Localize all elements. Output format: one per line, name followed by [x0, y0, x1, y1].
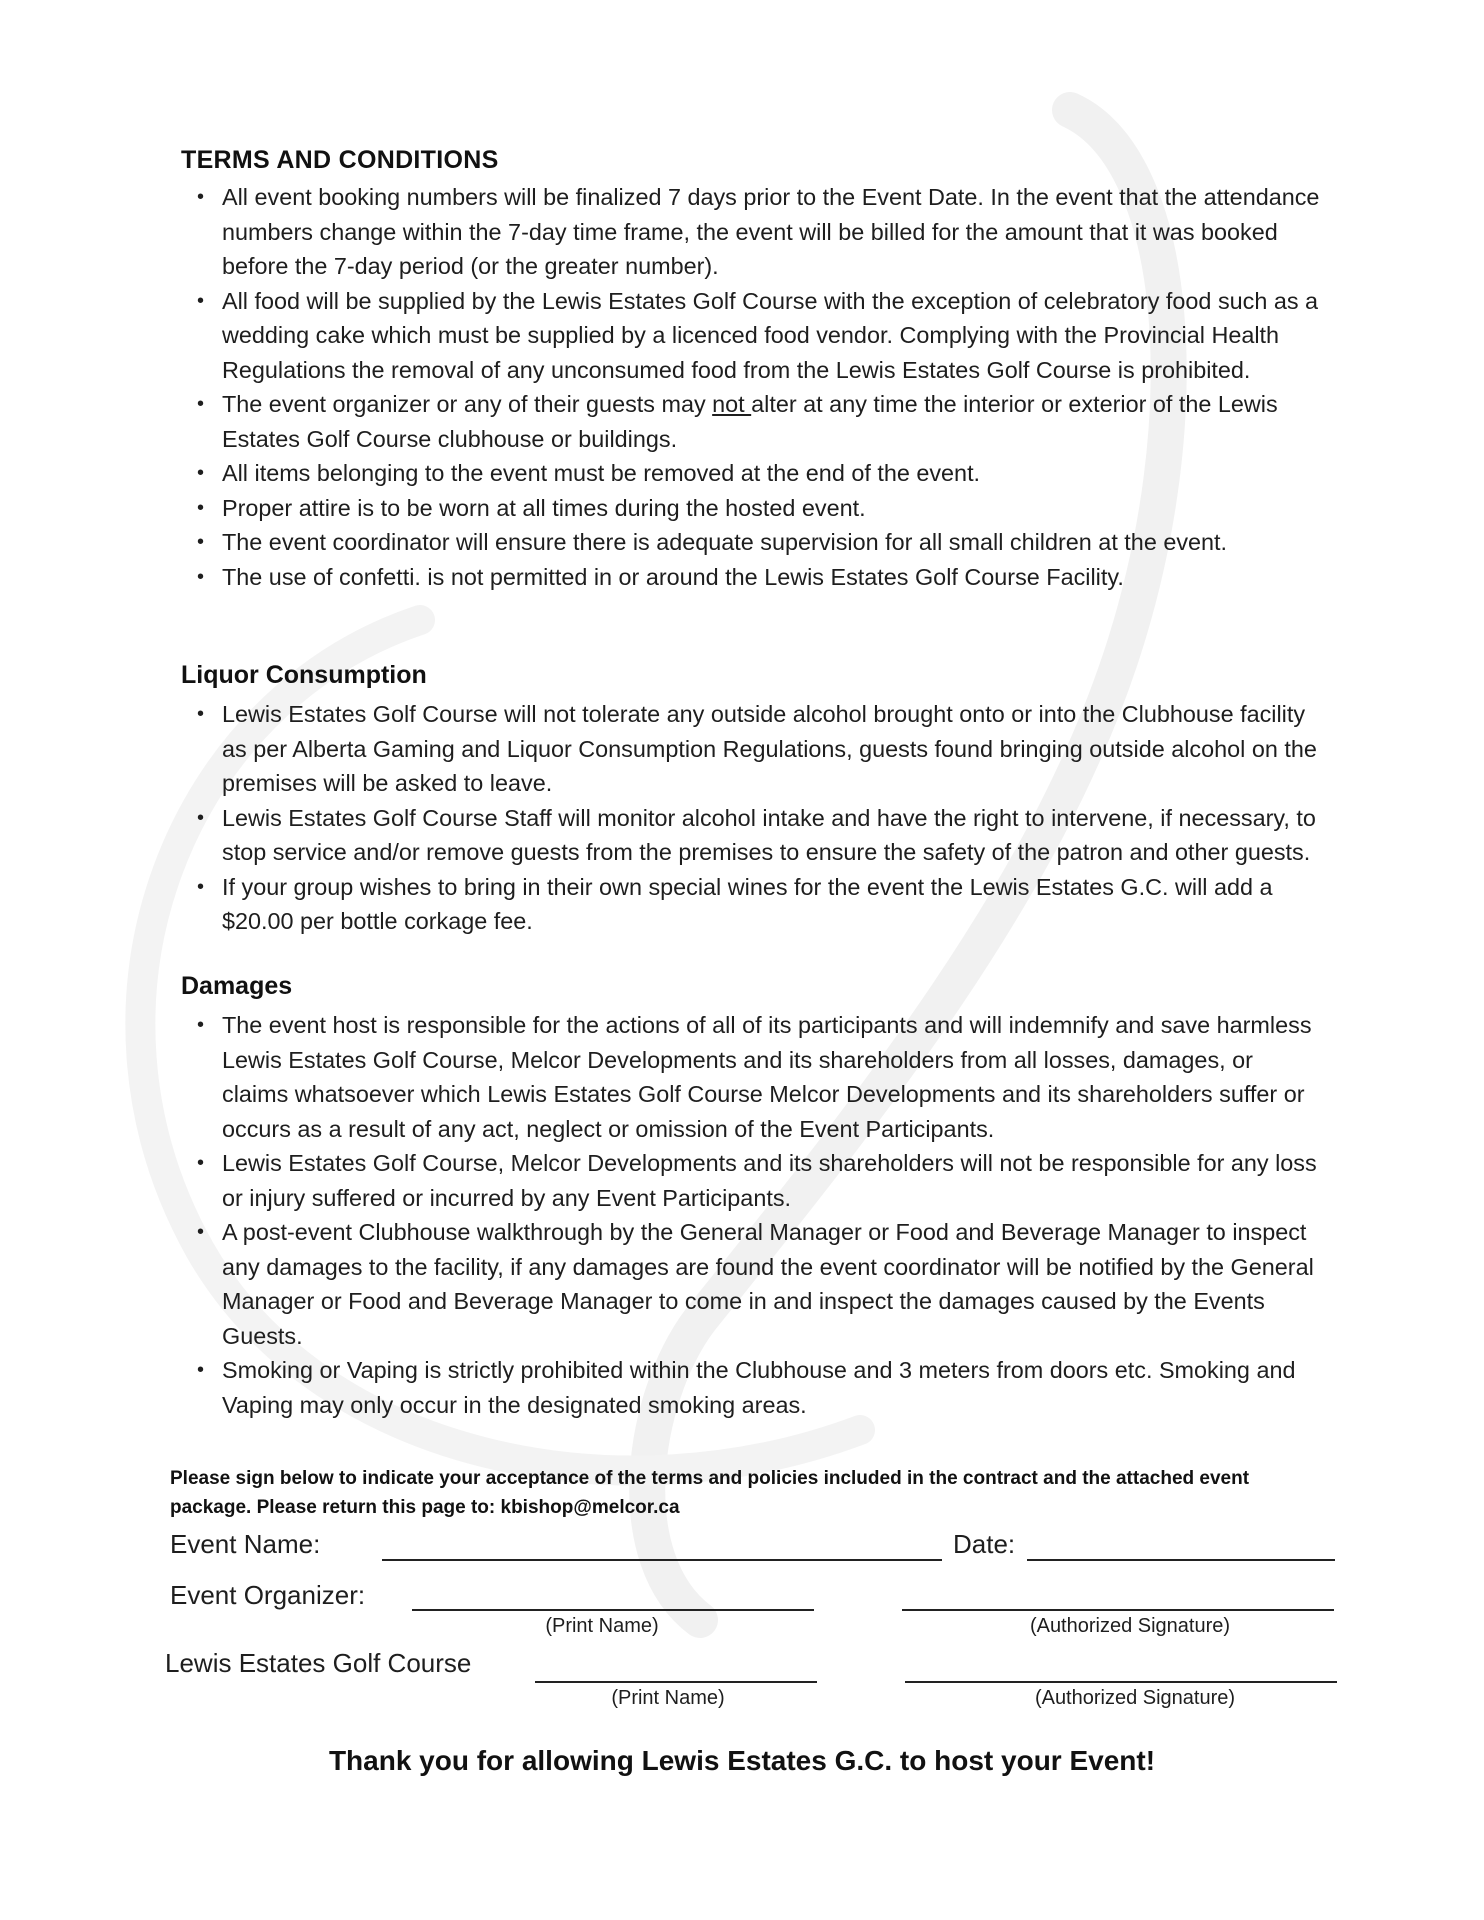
- list-item: • If your group wishes to bring in their own special wines for the event the Lewis Estates G.C. will add a $20.00 per bottle corkage fee.: [222, 870, 1322, 939]
- list-item: • All items belonging to the event must be removed at the end of the event.: [222, 456, 1322, 491]
- print-name-caption: (Print Name): [545, 1615, 659, 1637]
- item-text: alter at any time the interior or exterior of the Lewis Estates Golf Course clubhouse or buildings.: [222, 391, 1278, 452]
- acceptance-notice: Please sign below to indicate your acceptance of the terms and policies included in the contract and the attached event package. Please return this page to: kbishop@melcor.ca: [170, 1468, 1250, 1518]
- terms-list: [222, 180, 1322, 594]
- print-name-caption: (Print Name): [611, 1687, 725, 1709]
- list-item: • Lewis Estates Golf Course Staff will monitor alcohol intake and have the right to intervene, if necessary, to stop service and/or remove guests from the premises to ensure the safety of the patron and other guests.: [222, 801, 1322, 870]
- list-item: • A post-event Clubhouse walkthrough by the General Manager or Food and Beverage Manager to inspect any damages to the facility, if any damages are found the event coordinator will be notified by the General Manager or Food and Beverage Manager to come in and inspect the damages caused by the Events Guests.: [222, 1215, 1322, 1353]
- list-item: • The use of confetti. is not permitted in or around the Lewis Estates Golf Course Facility.: [222, 560, 1322, 595]
- list-item: • Smoking or Vaping is strictly prohibited within the Clubhouse and 3 meters from doors etc. Smoking and Vaping may only occur in the designated smoking areas.: [222, 1353, 1322, 1422]
- list-item: • The event host is responsible for the actions of all of its participants and will indemnify and save harmless Lewis Estates Golf Course, Melcor Developments and its shareholders from all losses, damages, or claims whatsoever which Lewis Estates Golf Course Melcor Developments and its shareholders suffer or occurs as a result of any act, neglect or omission of the Event Participants.: [222, 1008, 1322, 1146]
- event-name-label: Event Name:: [170, 1529, 321, 1559]
- course-print-name-field[interactable]: [535, 1681, 817, 1683]
- terms-heading: TERMS AND CONDITIONS: [181, 146, 499, 174]
- list-item: • The event coordinator will ensure there is adequate supervision for all small children at the event.: [222, 525, 1322, 560]
- list-item: • All event booking numbers will be finalized 7 days prior to the Event Date. In the event that the attendance numbers change within the 7-day time frame, the event will be billed for the amount that it was booked before the 7-day period (or the greater number).: [222, 180, 1322, 284]
- thank-you-message: Thank you for allowing Lewis Estates G.C. to host your Event!: [328, 1745, 1156, 1776]
- event-name-field[interactable]: [382, 1559, 942, 1561]
- signature-caption: (Authorized Signature): [1034, 1687, 1236, 1709]
- damages-list: [222, 1008, 1322, 1422]
- date-label: Date:: [953, 1529, 1016, 1559]
- list-item: • Proper attire is to be worn at all times during the hosted event.: [222, 491, 1322, 526]
- date-field[interactable]: [1027, 1559, 1335, 1561]
- list-item: • Lewis Estates Golf Course will not tolerate any outside alcohol brought onto or into the Clubhouse facility as per Alberta Gaming and Liquor Consumption Regulations, guests found bringing outside alcohol on the premises will be asked to leave.: [222, 697, 1322, 801]
- liquor-list: [222, 697, 1322, 939]
- organizer-label: Event Organizer:: [170, 1580, 366, 1610]
- list-item: • Lewis Estates Golf Course, Melcor Developments and its shareholders will not be responsible for any loss or injury suffered or incurred by any Event Participants.: [222, 1146, 1322, 1215]
- list-item: • All food will be supplied by the Lewis Estates Golf Course with the exception of celebratory food such as a wedding cake which must be supplied by a licenced food vendor. Complying with the Provincial Health Regulations the removal of any unconsumed food from the Lewis Estates Golf Course is prohibited.: [222, 284, 1322, 388]
- damages-heading: Damages: [181, 972, 293, 1000]
- organizer-print-name-field[interactable]: [412, 1609, 814, 1611]
- organizer-signature-field[interactable]: [902, 1609, 1334, 1611]
- liquor-heading: Liquor Consumption: [181, 661, 427, 689]
- course-signature-field[interactable]: [905, 1681, 1337, 1683]
- item-text: The event organizer or any of their guests may: [222, 391, 713, 417]
- signature-caption: (Authorized Signature): [1029, 1615, 1231, 1637]
- course-label: Lewis Estates Golf Course: [165, 1648, 472, 1678]
- list-item: [222, 387, 1322, 456]
- underlined-word: not: [712, 391, 752, 417]
